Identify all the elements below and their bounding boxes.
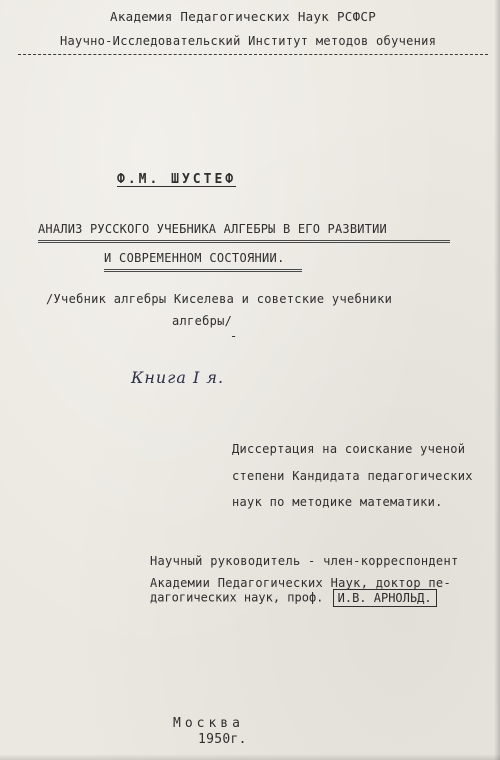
title-line-1: АНАЛИЗ РУССКОГО УЧЕБНИКА АЛГЕБРЫ В ЕГО РАЗВИТИИ: [38, 222, 387, 236]
handwritten-note: Книга I я.: [131, 368, 225, 387]
title-line-2: И СОВРЕМЕННОМ СОСТОЯНИИ.: [104, 251, 285, 265]
subtitle-line-1: /Учебник алгебры Киселева и советские учебники: [46, 292, 393, 306]
supervisor-name-box: И.В. АРНОЛЬД.: [333, 589, 437, 607]
page-edge-shadow: [494, 0, 500, 760]
dissertation-line-2: степени Кандидата педагогических: [232, 469, 473, 483]
title-underline: [38, 240, 450, 243]
supervisor-line-3: [150, 590, 437, 605]
author-name: Ф.М. ШУСТЕФ: [117, 172, 237, 187]
supervisor-line-3-prefix: дагогических наук, проф.: [150, 590, 324, 605]
year: 1950г.: [198, 732, 247, 747]
institution-line-2: Научно-Исследовательский Институт методов обучения: [60, 34, 437, 48]
supervisor-line-2: Академии Педагогических Наук, доктор пе-: [150, 576, 451, 590]
header-divider: [18, 54, 488, 55]
pen-mark: -: [230, 329, 238, 343]
dissertation-line-1: Диссертация на соискание ученой: [232, 442, 466, 456]
subtitle-line-2: алгебры/: [172, 314, 233, 328]
supervisor-line-1: Научный руководитель - член-корреспондент: [150, 554, 459, 568]
dissertation-line-3: наук по методике математики.: [232, 495, 443, 509]
title-underline-2: [104, 269, 302, 272]
institution-line-1: Академия Педагогических Наук РСФСР: [110, 9, 377, 24]
page-edge-shadow-bottom: [0, 754, 500, 760]
city: Москва: [173, 716, 244, 731]
